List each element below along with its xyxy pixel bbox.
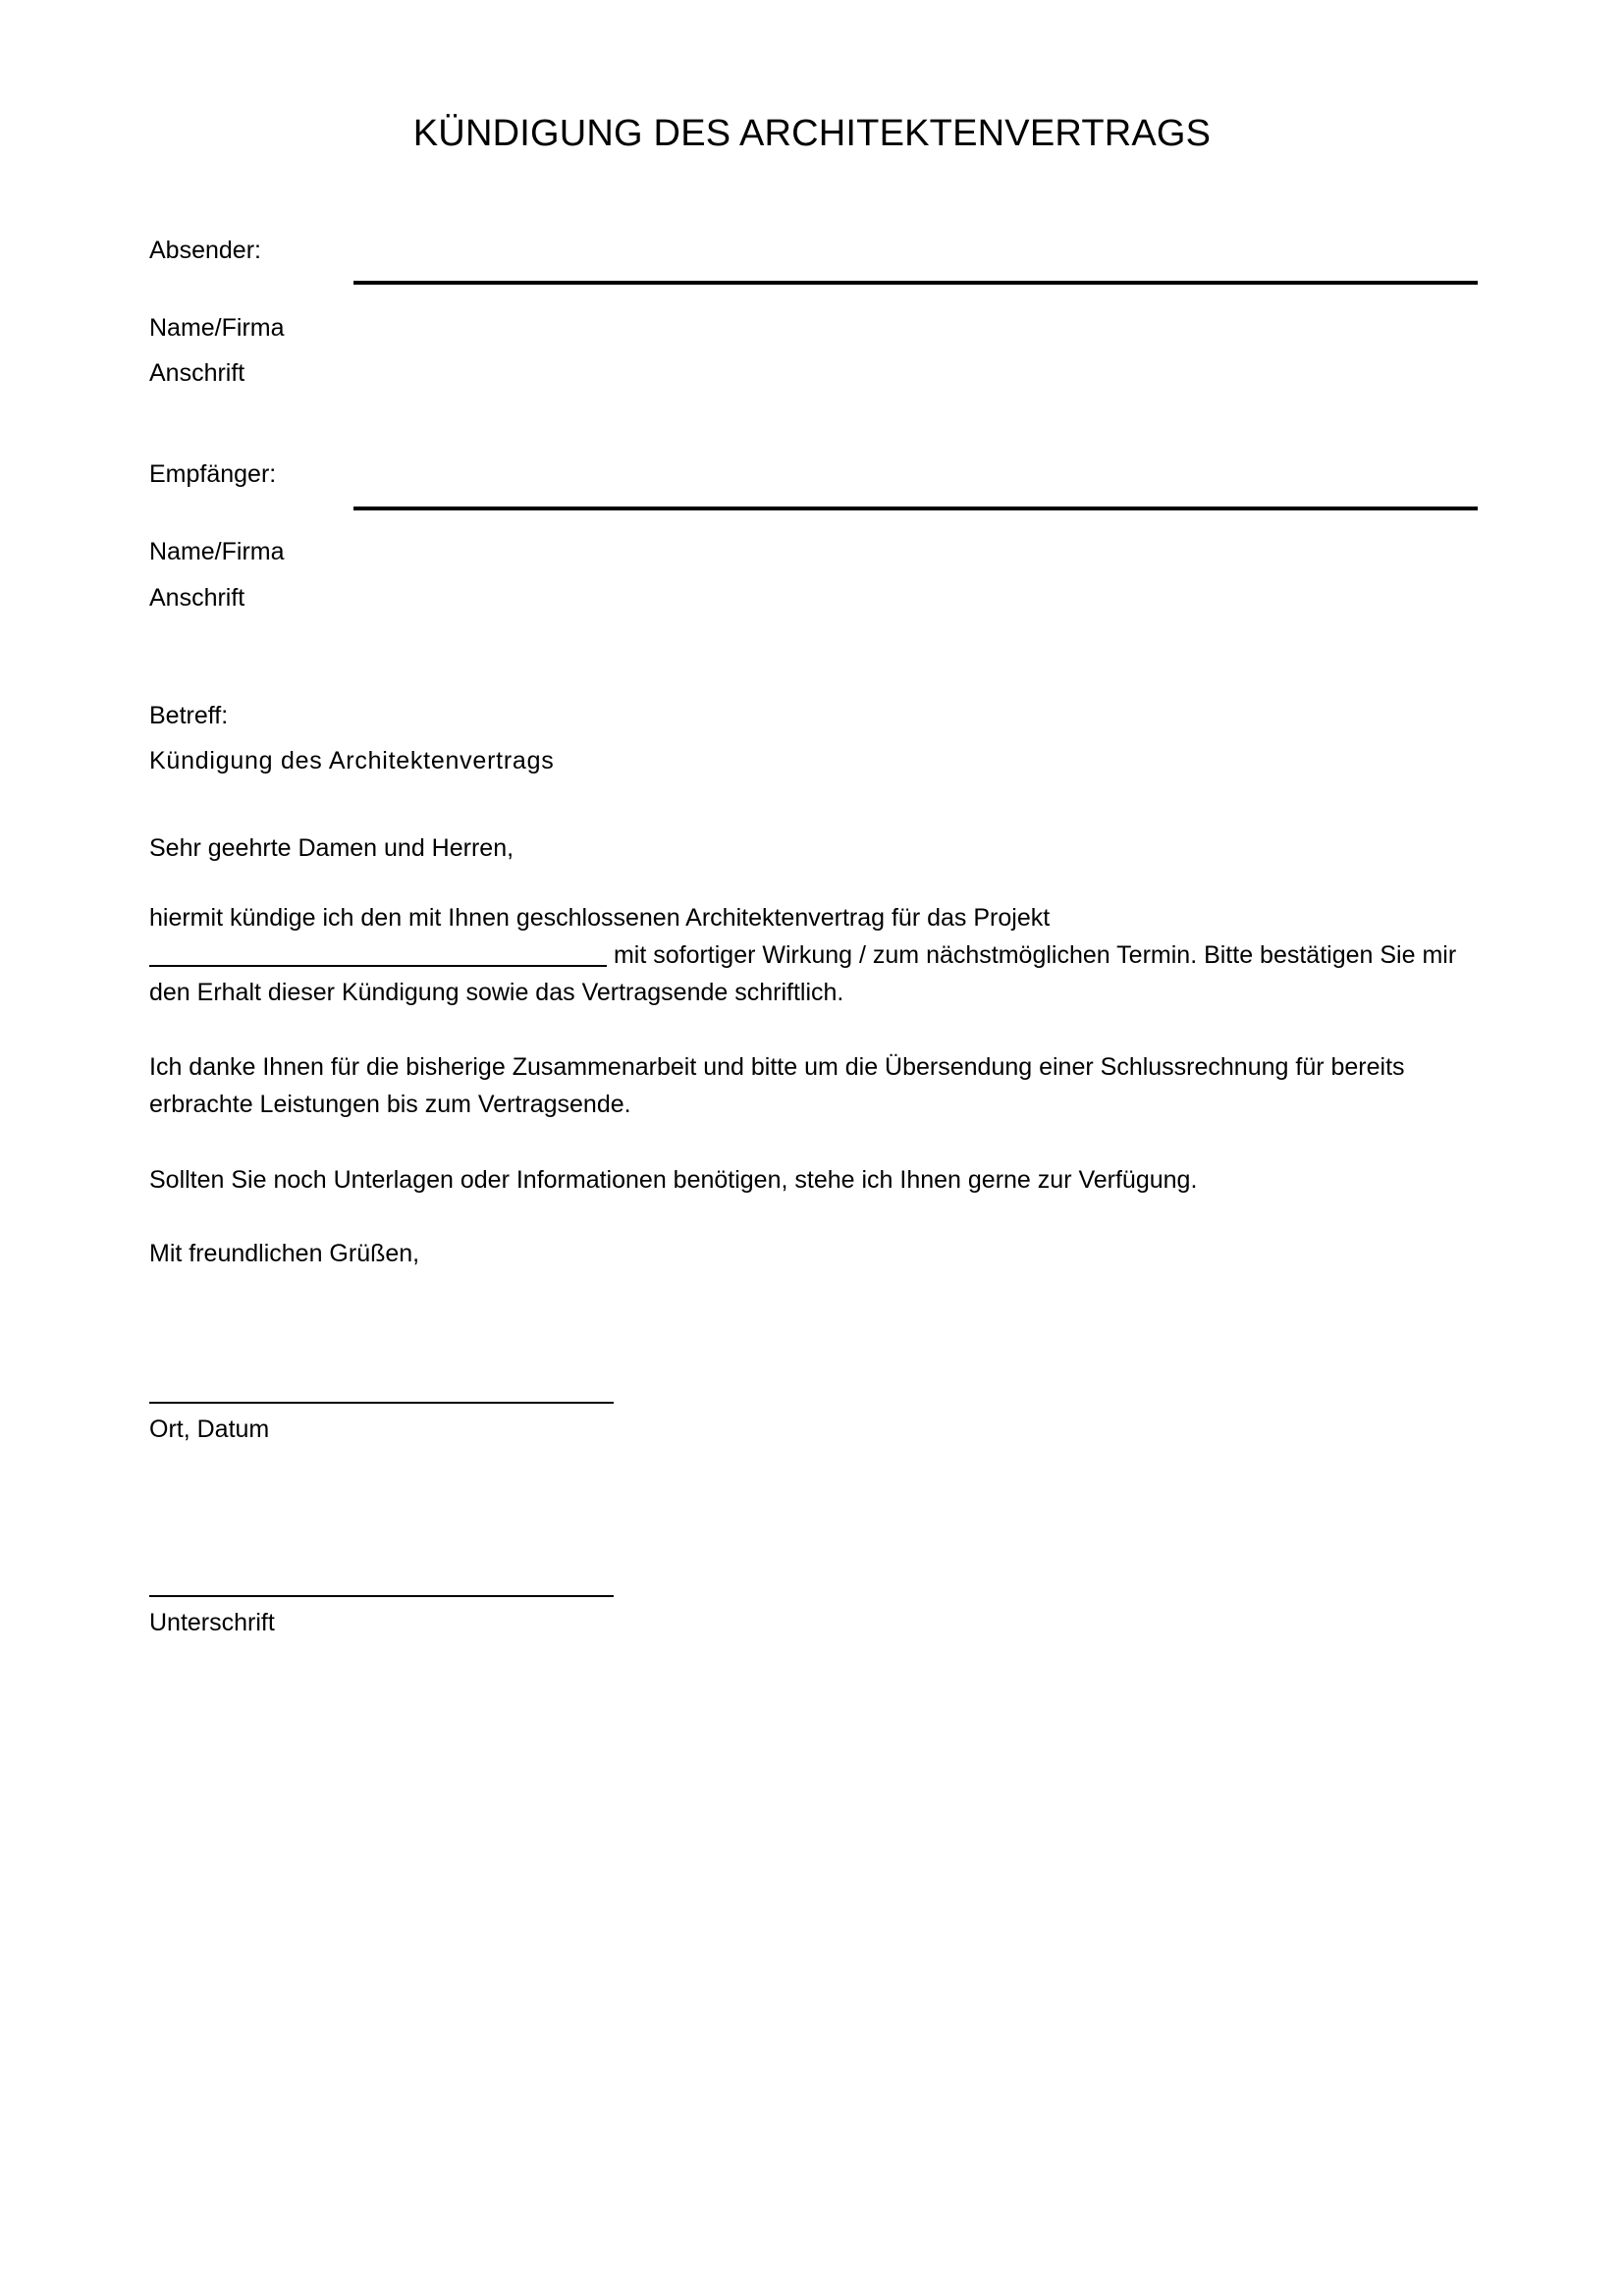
sender-rule [353,281,1478,285]
recipient-rule [353,507,1478,510]
recipient-block [149,457,1485,491]
sender-address-line [149,356,1485,390]
sender-name-line [149,311,1485,345]
page-title: KÜNDIGUNG DES ARCHITEKTENVERTRAGS [412,113,1212,154]
signature-caption: Unterschrift [149,1609,275,1636]
body-paragraph-1 [149,899,1475,1011]
paragraph-1-part-1: hiermit kündige ich den mit Ihnen geschlossenen Architektenvertrag für das Projekt [149,904,1051,932]
recipient-address-label: Anschrift [149,584,245,612]
paragraph-1-part-2: mit sofortiger Wirkung / zum nächstmöglichen Termin. Bitte bestätigen Sie mir den Erhalt dieser Kündigung sowie das Vertragsende schriftlich. [149,941,1457,1006]
sender-label: Absender: [149,237,261,264]
body-paragraph-2 [149,1048,1475,1123]
project-name-blank[interactable] [149,941,607,967]
paragraph-2-text: Ich danke Ihnen für die bisherige Zusammenarbeit und bitte um die Übersendung einer Schlussrechnung für bereits erbrachte Leistungen bis zum Vertragsende. [149,1053,1405,1118]
paragraph-1-text [149,899,1475,1011]
signature-block [149,1595,614,1639]
salutation [149,829,1475,867]
recipient-address-line [149,581,1485,614]
salutation-text: Sehr geehrte Damen und Herren, [149,834,514,862]
closing-text: Mit freundlichen Grüßen, [149,1240,420,1267]
place-date-caption: Ort, Datum [149,1415,270,1443]
closing [149,1235,1475,1272]
signature-line[interactable] [149,1595,614,1597]
body-paragraph-3 [149,1161,1475,1199]
subject-value: Kündigung des Architektenvertrags [149,747,555,774]
sender-name-label: Name/Firma [149,314,285,342]
sender-address-label: Anschrift [149,359,245,387]
recipient-label: Empfänger: [149,460,277,488]
paragraph-3-text: Sollten Sie noch Unterlagen oder Informationen benötigen, stehe ich Ihnen gerne zur Verfügung. [149,1166,1198,1194]
recipient-name-label: Name/Firma [149,538,285,565]
sender-block [149,234,1485,267]
subject-label: Betreff: [149,702,229,729]
subject-block [149,699,1485,777]
place-date-block [149,1402,614,1446]
recipient-name-line [149,535,1485,568]
place-date-line[interactable] [149,1402,614,1404]
